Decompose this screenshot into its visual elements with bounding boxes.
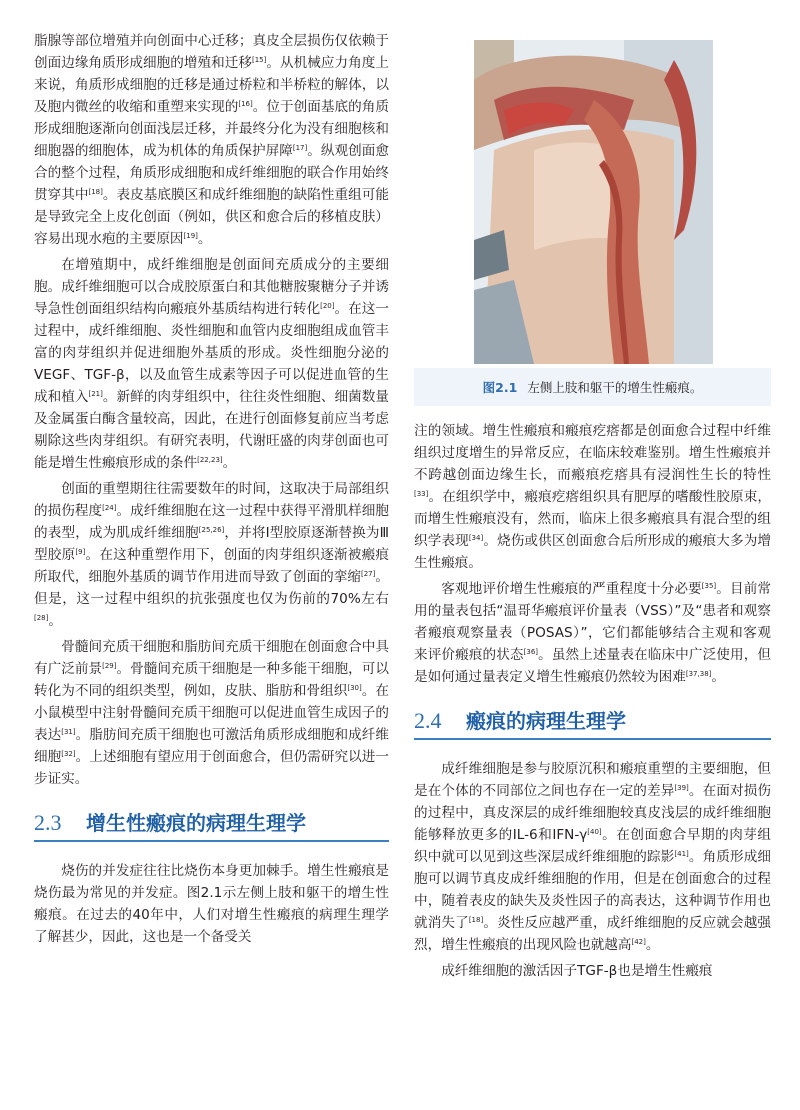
scar-photo-illustration <box>474 40 713 364</box>
paragraph: 成纤维细胞的激活因子TGF-β也是增生性瘢痕 <box>441 963 713 979</box>
citation: [33] <box>414 490 429 498</box>
citation: [25,26] <box>198 526 225 534</box>
paragraph: 烧伤的并发症往往比烧伤本身更加棘手。增生性瘢痕是烧伤最为常见的并发症。图2.1示左侧上肢和躯干的增生性瘢痕。在过去的40年中，人们对增生性瘢痕的病理生理学了解甚少，因此，这也是一个备受关 <box>34 863 389 945</box>
citation: [36] <box>523 648 539 656</box>
figure-photo <box>474 40 713 364</box>
citation: [16] <box>238 100 253 108</box>
citation: [22,23] <box>197 456 223 464</box>
paragraph: 在增殖期中，成纤维细胞是创面间充质成分的主要细胞。成纤维细胞可以合成胶原蛋白和其他糖胺聚糖分子并诱导急性创面组织结构向瘢痕外基质结构进行转化[20]。在这一过程中，成纤维细胞、炎性细胞和血管内皮细胞组成血管丰富的肉芽组织并促进细胞外基质的形成。炎性细胞分泌的VEGF、TGF-β，以及血管生成素等因子可以促进血管的生成和植入[21]。新鲜的肉芽组织中，往往炎性细胞、细菌数量及金属蛋白酶含量较高，因此，在进行创面修复前应当考虑剔除这些肉芽组织。有研究表明，代谢旺盛的肉芽创面也可能是增生性瘢痕形成的条件[22,23]。 <box>34 257 389 471</box>
paragraph: 成纤维细胞是参与胶原沉积和瘢痕重塑的主要细胞，但是在个体的不同部位之间也存在一定的差异[39]。在面对损伤的过程中，真皮深层的成纤维细胞较真皮浅层的成纤维细胞能够释放更多的IL-6和IFN-γ[40]。在创面愈合早期的肉芽组织中就可以见到这些深层成纤维细胞的踪影[41]。角质形成细胞可以调节真皮成纤维细胞的作用，但是在创面愈合的过程中，随着表皮的缺失及炎性因子的高表达，这种调节作用也就消失了[18]。炎性反应越严重，成纤维细胞的反应就会越强烈，增生性瘢痕的出现风险也就越高[42]。 <box>414 761 772 953</box>
figure-caption <box>414 378 771 396</box>
section-number: 2.4 <box>414 708 442 733</box>
section-heading-2-4 <box>414 700 771 740</box>
citation: [15] <box>252 56 267 64</box>
citation: [27] <box>361 570 376 578</box>
right-column <box>414 420 771 982</box>
section-title: 增生性瘢痕的病理生理学 <box>86 811 306 835</box>
citation: [34] <box>468 534 484 542</box>
paragraph: 注的领域。增生性瘢痕和瘢痕疙瘩都是创面愈合过程中纤维组织过度增生的异常反应，在临床较难鉴别。增生性瘢痕并不跨越创面边缘生长，而瘢痕疙瘩具有浸润性生长的特性[33]。在组织学中，瘢痕疙瘩组织具有肥厚的嗜酸性胶原束，而增生性瘢痕没有，然而，临床上很多瘢痕具有混合型的组织学表现[34]。烧伤或供区创面愈合后所形成的瘢痕大多为增生性瘢痕。 <box>414 423 772 571</box>
citation: [30] <box>347 684 362 692</box>
left-column <box>34 30 389 948</box>
citation: [39] <box>674 784 689 792</box>
citation: [42] <box>631 938 646 946</box>
citation: [18] <box>88 188 103 196</box>
citation: [17] <box>292 144 308 152</box>
citation: [35] <box>701 582 717 590</box>
section-number: 2.3 <box>34 810 62 835</box>
citation: [41] <box>674 850 689 858</box>
citation: [21] <box>88 390 103 398</box>
citation: [28] <box>34 614 49 622</box>
citation: [40] <box>587 828 602 836</box>
paragraph: 客观地评价增生性瘢痕的严重程度十分必要[35]。目前常用的量表包括“温哥华瘢痕评价量表（VSS）”及“患者和观察者瘢痕观察量表（POSAS）”，它们都能够结合主观和客观来评价瘢痕的状态[36]。虽然上述量表在临床中广泛使用，但是如何通过量表定义增生性瘢痕仍然较为困难[37,38]。 <box>414 581 771 685</box>
citation: [29] <box>102 662 117 670</box>
citation: [9] <box>75 548 86 556</box>
paragraph: 创面的重塑期往往需要数年的时间，这取决于局部组织的损伤程度[24]。成纤维细胞在这一过程中获得平滑肌样细胞的表型，成为肌成纤维细胞[25,26]，并将Ⅰ型胶原逐渐替换为Ⅲ型胶原[9]。在这种重塑作用下，创面的肉芽组织逐渐被瘢痕所取代，细胞外基质的调节作用进而导致了创面的挛缩[27]。但是，这一过程中组织的抗张强度也仅为伤前的70%左右[28]。 <box>34 481 390 629</box>
citation: [20] <box>320 302 335 310</box>
citation: [24] <box>102 504 117 512</box>
paragraph: 脂腺等部位增殖并向创面中心迁移；真皮全层损伤仅依赖于创面边缘角质形成细胞的增殖和迁移[15]。从机械应力角度上来说，角质形成细胞的迁移是通过桥粒和半桥粒的解体，以及胞内微丝的收缩和重塑来实现的[16]。位于创面基底的角质形成细胞逐渐向创面浅层迁移，并最终分化为没有细胞核和细胞器的细胞体，成为机体的角质保护屏障[17]。纵观创面愈合的整个过程，角质形成细胞和成纤维细胞的联合作用始终贯穿其中[18]。表皮基底膜区和成纤维细胞的缺陷性重组可能是导致完全上皮化创面（例如，供区和愈合后的移植皮肤）容易出现水疱的主要原因[19]。 <box>34 33 389 247</box>
citation: [31] <box>61 728 76 736</box>
citation: [18] <box>468 916 484 924</box>
section-heading-2-3 <box>34 802 389 842</box>
citation: [19] <box>183 232 198 240</box>
citation: [32] <box>61 750 76 758</box>
citation: [37,38] <box>685 670 712 678</box>
figure-label: 图2.1 <box>482 380 518 395</box>
figure-caption-text: 左侧上肢和躯干的增生性瘢痕。 <box>527 380 703 395</box>
paragraph: 骨髓间充质干细胞和脂肪间充质干细胞在创面愈合中具有广泛前景[29]。骨髓间充质干细胞是一种多能干细胞，可以转化为不同的组织类型，例如，皮肤、脂肪和骨组织[30]。在小鼠模型中注射骨髓间充质干细胞可以促进血管生成因子的表达[31]。脂肪间充质干细胞也可激活角质形成细胞和成纤维细胞[32]。上述细胞有望应用于创面愈合，但仍需研究以进一步证实。 <box>34 639 389 787</box>
section-title: 瘢痕的病理生理学 <box>466 709 626 733</box>
